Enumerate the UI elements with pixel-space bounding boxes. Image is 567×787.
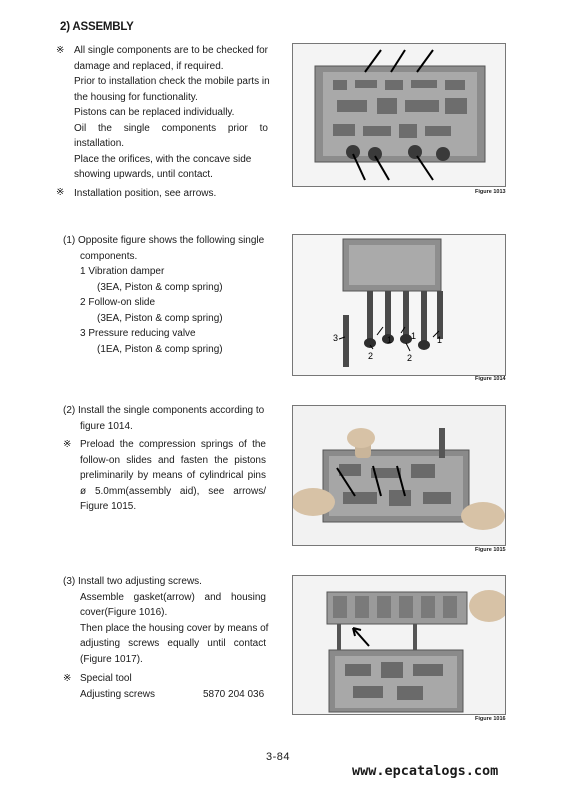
section-heading: 2) ASSEMBLY <box>60 21 134 33</box>
text-line: (3) Install two adjusting screws. <box>63 576 202 587</box>
text-line: (1) Opposite figure shows the following single <box>63 235 265 246</box>
text-line: (3EA, Piston & comp spring) <box>97 281 223 293</box>
text-line: ø 5.0mm(assembly aid), see arrows/ <box>80 485 266 497</box>
text-line: Then place the housing cover by means of <box>80 622 269 634</box>
text-line: Oil the single components prior to <box>74 122 268 134</box>
text-line: damage and replaced, if required. <box>74 60 224 72</box>
text-line: 1 Vibration damper <box>80 266 165 277</box>
figure-caption: Figure 1013 <box>475 189 506 195</box>
text-line: All single components are to be checked for <box>74 45 268 56</box>
text-line: installation. <box>74 138 125 149</box>
tool-name: Adjusting screws <box>80 688 156 700</box>
block-1 <box>56 43 271 201</box>
text-line: (3EA, Piston & comp spring) <box>97 312 223 324</box>
text-line: Pistons can be replaced individually. <box>74 107 235 118</box>
text-line: Figure 1015. <box>80 501 137 512</box>
note-mark: ※ <box>63 673 72 684</box>
part-label: 1 <box>437 335 443 345</box>
special-tool-row <box>80 687 266 703</box>
components-illustration <box>293 235 505 375</box>
part-label: 1 <box>411 331 417 341</box>
part-label: 1 <box>387 335 393 345</box>
note-mark: ※ <box>56 45 65 56</box>
figure-1013-photo <box>292 43 506 187</box>
text-line: (1EA, Piston & comp spring) <box>97 343 223 355</box>
text-line: (Figure 1017). <box>80 653 143 665</box>
text-line: 2 Follow-on slide <box>80 297 156 308</box>
block-3 <box>63 403 273 515</box>
note-mark: ※ <box>63 439 72 450</box>
text-line: follow-on slides and fasten the pistons <box>80 454 266 466</box>
block-2 <box>63 233 273 357</box>
text-line: Assemble gasket(arrow) and housing <box>80 591 266 603</box>
text-line: Preload the compression springs of the <box>80 439 266 450</box>
part-label: 3 <box>333 333 339 343</box>
text-line: preliminarily by means of cylindrical pins <box>80 470 266 481</box>
part-label: 2 <box>368 351 374 361</box>
text-line: showing upwards, until contact. <box>74 169 213 180</box>
text-line: components. <box>80 250 138 262</box>
figure-1014-photo <box>292 234 506 376</box>
page-number: 3-84 <box>266 751 291 763</box>
text-line: figure 1014. <box>80 420 133 432</box>
footer-url[interactable]: www.epcatalogs.com <box>352 763 499 779</box>
text-line: adjusting screws equally until contact <box>80 638 266 649</box>
housing-cover-illustration <box>293 576 505 714</box>
tool-number: 5870 204 036 <box>203 688 265 700</box>
preload-springs-illustration <box>293 406 505 545</box>
text-line: cover(Figure 1016). <box>80 607 168 618</box>
note-mark: ※ <box>56 187 65 198</box>
text-line: Installation position, see arrows. <box>74 187 217 199</box>
figure-1015-photo <box>292 405 506 546</box>
figure-1016-photo <box>292 575 506 715</box>
text-line: the housing for functionality. <box>74 91 198 103</box>
text-line: Place the orifices, with the concave side <box>74 153 252 165</box>
block-4 <box>63 574 273 702</box>
part-label: 2 <box>407 353 413 363</box>
figure-caption: Figure 1015 <box>475 547 506 553</box>
figure-caption: Figure 1016 <box>475 716 506 722</box>
valve-block-illustration <box>293 44 505 186</box>
figure-caption: Figure 1014 <box>475 376 506 382</box>
text-line: Prior to installation check the mobile parts in <box>74 76 270 87</box>
text-line: (2) Install the single components according to <box>63 405 265 416</box>
text-line: Special tool <box>80 673 132 684</box>
text-line: 3 Pressure reducing valve <box>80 328 196 339</box>
